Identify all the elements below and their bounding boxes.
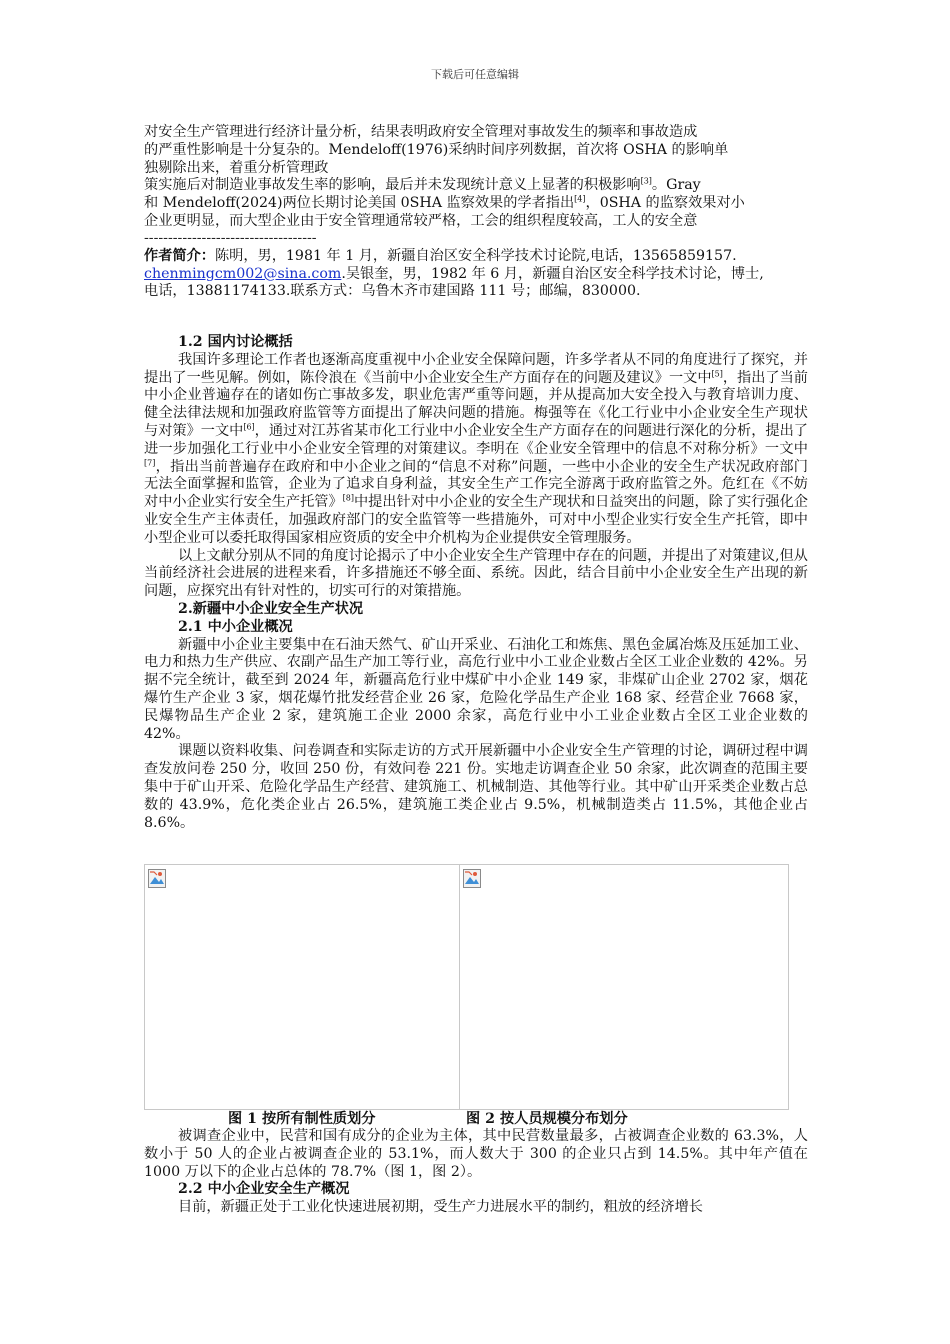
intro-text-4: 策实施后对制造业事故发生率的影响，最后并未发现统计意义上显著的积极影响 <box>144 177 641 194</box>
footnote-line-1 <box>144 248 808 266</box>
figure-2-caption: 图 2 按人员规模分布划分 <box>466 1111 628 1127</box>
section-heading-1-2: 1.2 国内讨论概括 <box>178 334 293 350</box>
para-text-a: 我国许多理论工作者也逐渐高度重视中小企业安全保障问题，许多学者从不同的角度进行了探究，并提出了一些见解。例如，陈伶浪在《当前中小企业安全生产方面存在的问题及建议》一文中 <box>144 351 808 386</box>
footnote-line-2 <box>144 266 808 284</box>
section-2-1-paragraph-3: 被调查企业中，民营和国有成分的企业为主体，其中民营数量最多，占被调查企业数的 63.3%，人数小于 50 人的企业占被调查企业的 53.1%，而人数大于 300 的企业只占到 14.5%。其中年产值在 1000 万以下的企业占总体的 78.7%（图 1，图 2）。 <box>144 1128 808 1180</box>
citation-3: [3] <box>640 176 652 186</box>
broken-image-icon <box>148 869 166 888</box>
footnote-text-1: 陈明，男，1981 年 1 月，新疆自治区安全科学技术讨论院,电话，13565859157. <box>214 247 737 264</box>
broken-image-icon <box>463 869 481 888</box>
section-heading-2-1: 2.1 中小企业概况 <box>178 618 293 635</box>
footnote-text-2: .吴银奎，男，1982 年 6 月，新疆自治区安全科学技术讨论，博士, <box>341 265 764 282</box>
section-2-1-paragraph-1: 新疆中小企业主要集中在石油天然气、矿山开采业、石油化工和炼焦、黑色金属冶炼及压延加工业、电力和热力生产供应、农副产品生产加工等行业，高危行业中小工业企业数占全区工业企业数的 42%。另据不完全统计，截至到 2024 年，新疆高危行业中煤矿中小企业 149 家，非煤矿山企业 2702 家，烟花爆竹生产企业 3 家，烟花爆竹批发经营企业 26 家，危险化学品生产企业 168 家、经营企业 7668 家，民爆物品生产企业 2 家，建筑施工企业 2000 余家，高危行业中小工业企业数占全区工业企业数的 42%。 <box>144 636 808 742</box>
para-text-e: 中提出针对中小企业的安全生产现状和日益突出的问题，除了实行强化企业安全生产主体责任，加强政府部门的安全监管等一些措施外，可对中小型企业实行安全生产托管，即中小型企业可以委托取得国家相应资质的安全中介机构为企业提供安全管理服务。 <box>144 494 808 546</box>
author-footnote <box>144 230 808 301</box>
citation-5: [5] <box>711 368 723 378</box>
intro-text-5: 和 Mendeloff(2024)两位长期讨论美国 0SHA 监察效果的学者指出 <box>144 195 575 212</box>
intro-line-5 <box>144 195 808 213</box>
intro-line-4 <box>144 177 808 195</box>
section-2-2-body <box>144 1128 808 1217</box>
footnote-label: 作者简介： <box>144 247 215 264</box>
author-email-link[interactable]: chenmingcm002@sina.com <box>144 265 342 282</box>
section-heading-2: 2.新疆中小企业安全生产状况 <box>178 600 364 617</box>
intro-line-1: 对安全生产管理进行经济计量分析，结果表明政府安全管理对事故发生的频率和事故造成 <box>144 124 698 140</box>
citation-6: [6] <box>243 422 255 432</box>
intro-paragraph <box>144 124 808 229</box>
citation-8: [8] <box>342 493 354 503</box>
figure-1-caption: 图 1 按所有制性质划分 <box>228 1111 376 1127</box>
para-text-c: ，通过对江苏省某市化工行业中小企业安全生产方面存在的问题进行深化的分析，提出了进一步加强化工行业中小企业安全管理的对策建议。李明在《企业安全管理中的信息不对称分析》一文中 <box>144 422 808 457</box>
intro-text-5b: ，0SHA 的监察效果对小 <box>585 195 745 212</box>
section-1-2-paragraph-2: 以上文献分别从不同的角度讨论揭示了中小企业安全生产管理中存在的问题，并提出了对策建议,但从当前经济社会进展的进程来看，许多措施还不够全面、系统。因此，结合目前中小企业安全生产出现的新问题，应探究出有针对性的，切实可行的对策措施。 <box>144 547 808 600</box>
figure-2-image <box>459 864 789 1110</box>
main-body <box>144 334 808 832</box>
citation-4: [4] <box>574 194 586 204</box>
section-2-1-paragraph-2: 课题以资料收集、问卷调查和实际走访的方式开展新疆中小企业安全生产管理的讨论，调研过程中调查发放问卷 250 分，收回 250 份，有效问卷 221 份。实地走访调查企业 50 余家，此次调查的范围主要集中于矿山开采、危险化学品生产经营、建筑施工、机械制造、其他等行业。其中矿山开采类企业数占总数的 43.9%，危化类企业占 26.5%，建筑施工类企业占 9.5%，机械制造类占 11.5%，其他企业占 8.6%。 <box>144 743 808 831</box>
intro-text-4b: 。Gray <box>651 177 701 194</box>
page-header: 下载后可任意编辑 <box>431 68 519 81</box>
para-text-d: ，指出当前普遍存在政府和中小企业之间的“信息不对称”问题，一些中小企业的安全生产状况政府部门无法全面掌握和监管，企业为了追求自身利益，其安全生产工作完全游离于政府监管之外。危红在《不妨对中小企业实行安全生产托管》 <box>144 458 808 511</box>
section-heading-2-2: 2.2 中小企业安全生产概况 <box>178 1181 350 1198</box>
footnote-rule: ------------------------------------ <box>144 230 317 246</box>
intro-line-2: 的严重性影响是十分复杂的。Mendeloff(1976)采纳时间序列数据，首次将 OSHA 的影响单 <box>144 141 729 158</box>
citation-7: [7] <box>144 457 156 467</box>
intro-line-6: 企业更明显，而大型企业由于安全管理通常较严格，工会的组织程度较高，工人的安全意 <box>144 212 698 229</box>
footnote-line-3: 电话，13881174133.联系方式：乌鲁木齐市建国路 111 号；邮编，830000. <box>144 283 641 300</box>
section-1-2-paragraph-1 <box>144 352 808 548</box>
para-text-b: ，指出了当前中小企业普遍存在的诸如伤亡事故多发，职业危害严重等问题，并从提高加大安全投入与教育培训力度、健全法律法规和加强政府监管等方面提出了解决问题的措施。梅强等在《化工行业中小企业安全生产现状与对策》一文中 <box>144 369 808 439</box>
intro-line-3: 独剔除出来，着重分析管理政 <box>144 159 329 176</box>
section-2-2-paragraph-1: 目前，新疆正处于工业化快速进展初期，受生产力进展水平的制约，粗放的经济增长 <box>178 1199 703 1216</box>
figure-1-image <box>144 864 460 1110</box>
